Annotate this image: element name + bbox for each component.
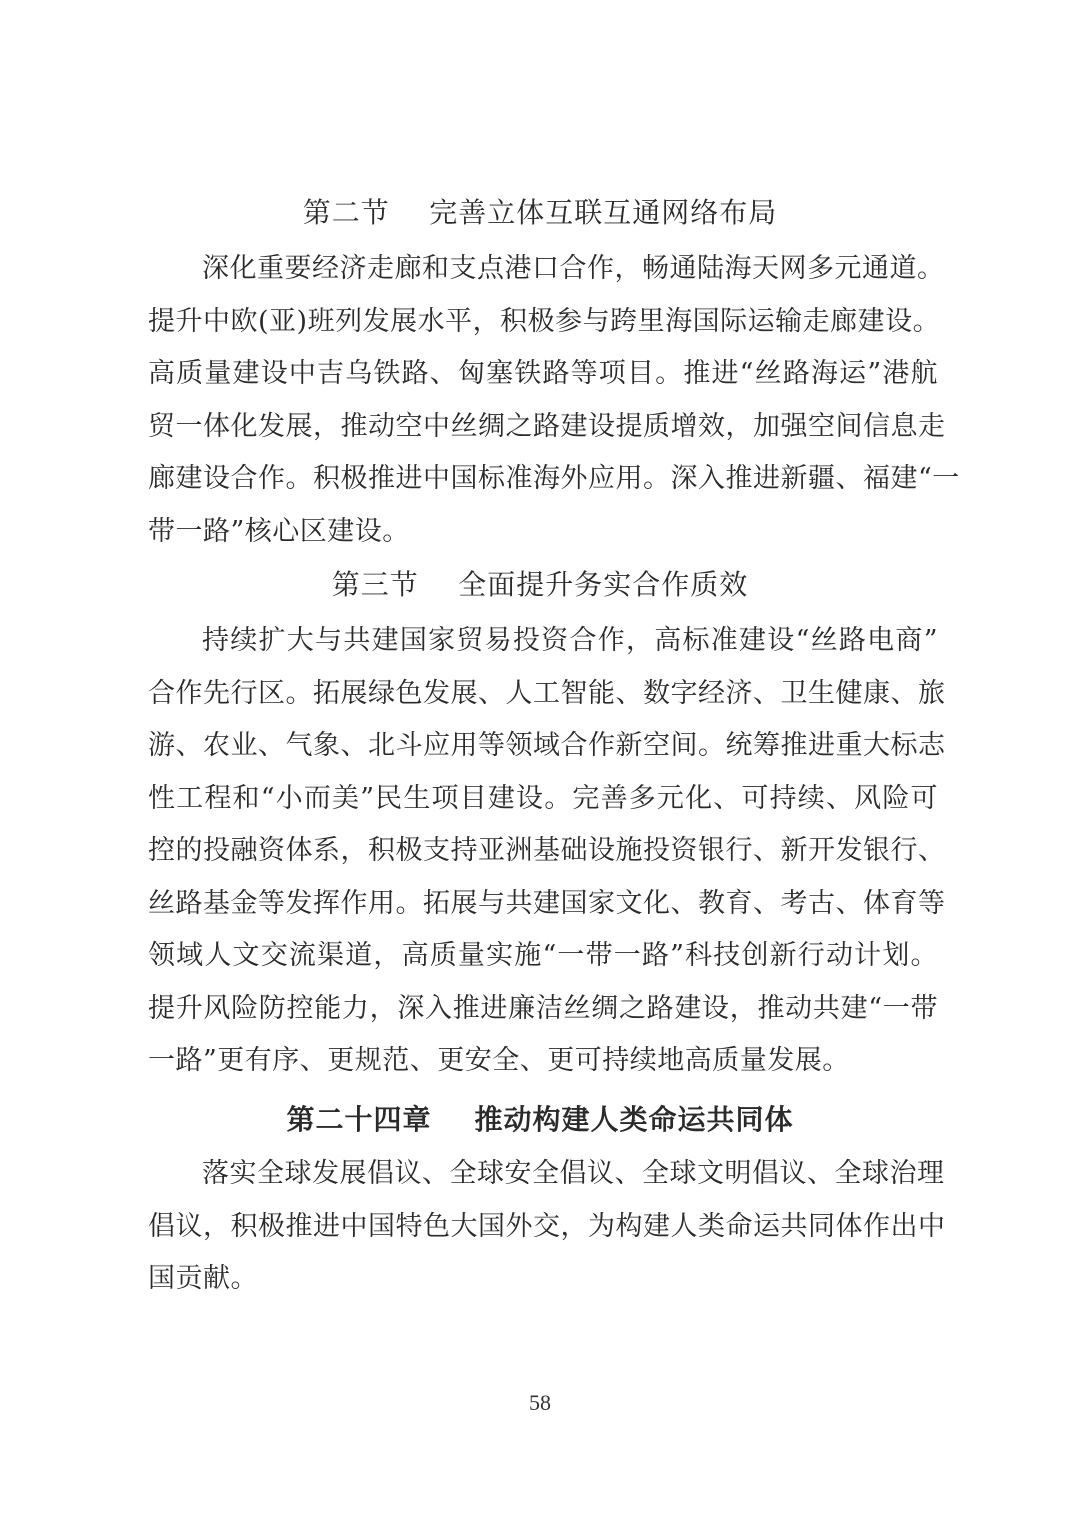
text-line: 游、农业、气象、北斗应用等领域合作新空间。统筹推进重大标志	[148, 730, 946, 761]
text-line: 深化重要经济走廊和支点港口合作，畅通陆海天网多元通道。	[202, 253, 945, 284]
text-line: 廊建设合作。积极推进中国标准海外应用。深入推进新疆、福建“一	[148, 463, 960, 494]
page-number: 58	[529, 1390, 551, 1415]
text-line: 带一路”核心区建设。	[148, 515, 410, 547]
text-line: 性工程和“小而美”民生项目建设。完善多元化、可持续、风险可	[148, 782, 938, 814]
text-line: 贸一体化发展，推动空中丝绸之路建设提质增效，加强空间信息走	[148, 410, 946, 442]
paragraph-section-2	[148, 243, 960, 558]
section-heading-2: 第二节 完善立体互联互通网络布局	[302, 196, 778, 229]
text-line: 落实全球发展倡议、全球安全倡议、全球文明倡议、全球治理	[202, 1158, 945, 1189]
text-line: 丝路基金等发挥作用。拓展与共建国家文化、教育、考古、体育等	[148, 887, 946, 919]
text-line: 一路”更有序、更规范、更安全、更可持续地高质量发展。	[148, 1045, 850, 1076]
paragraph-section-3	[148, 615, 946, 1088]
chapter-heading-24: 第二十四章 推动构建人类命运共同体	[286, 1103, 794, 1136]
text-line: 倡议，积极推进中国特色大国外交，为构建人类命运共同体作出中	[148, 1210, 946, 1242]
text-line: 国贡献。	[148, 1263, 258, 1294]
text-line: 提升中欧(亚)班列发展水平，积极参与跨里海国际运输走廊建设。	[148, 305, 941, 337]
text-line: 提升风险防控能力，深入推进廉洁丝绸之路建设，推动共建“一带	[148, 992, 938, 1024]
paragraph-chapter-24	[148, 1148, 946, 1306]
text-line: 领域人文交流渠道，高质量实施“一带一路”科技创新行动计划。	[148, 940, 938, 971]
text-line: 合作先行区。拓展绿色发展、人工智能、数字经济、卫生健康、旅	[148, 677, 946, 709]
text-line: 持续扩大与共建国家贸易投资合作，高标准建设“丝路电商”	[202, 625, 938, 656]
text-line: 控的投融资体系，积极支持亚洲基础设施投资银行、新开发银行、	[148, 835, 946, 866]
section-heading-3: 第三节 全面提升务实合作质效	[331, 568, 749, 601]
text-line: 高质量建设中吉乌铁路、匈塞铁路等项目。推进“丝路海运”港航	[148, 358, 938, 389]
